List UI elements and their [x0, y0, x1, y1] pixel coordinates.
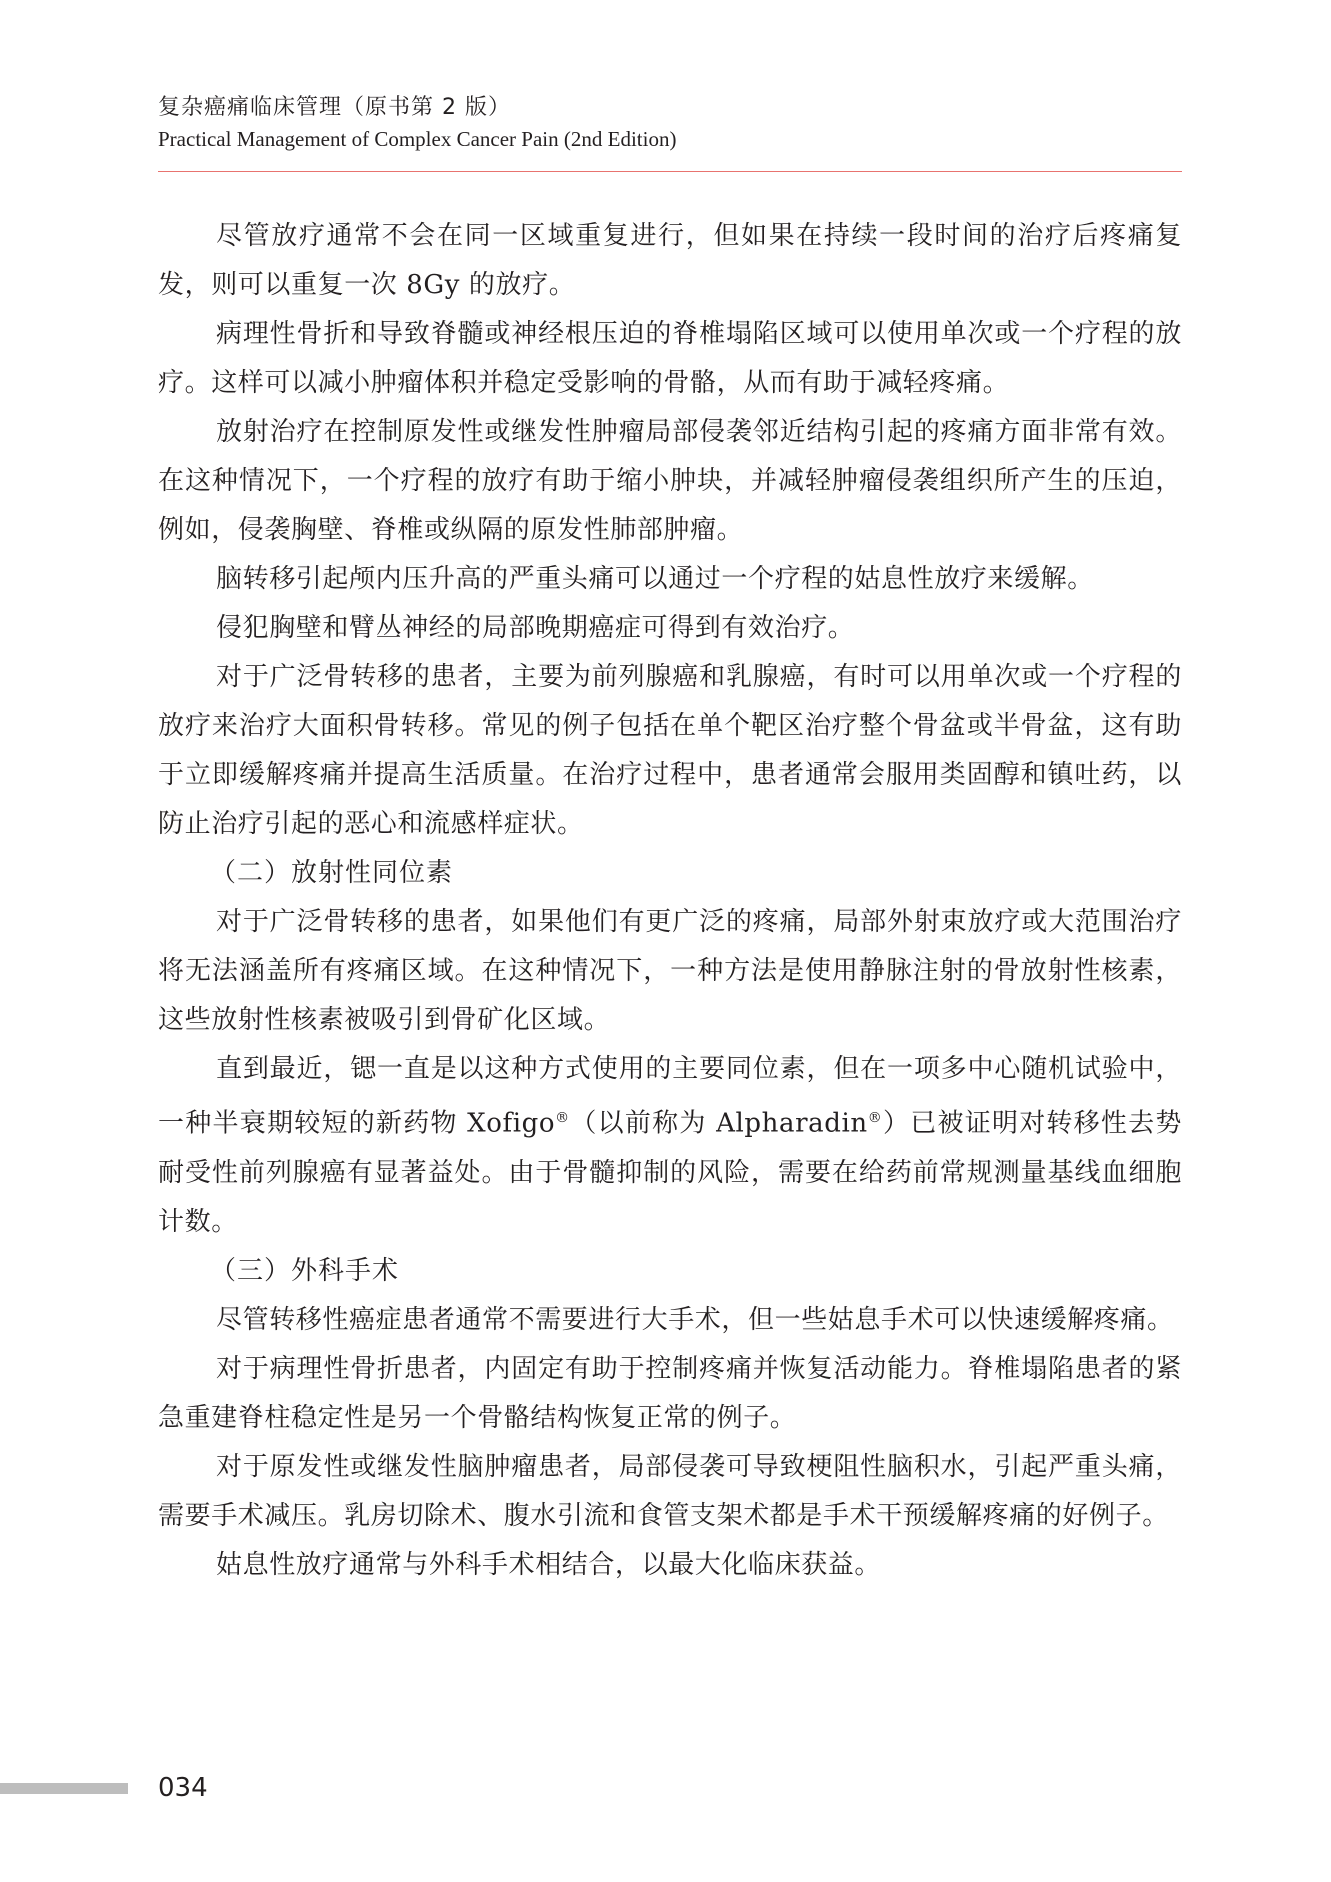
- paragraph: 放射治疗在控制原发性或继发性肿瘤局部侵袭邻近结构引起的疼痛方面非常有效。在这种情况下，一个疗程的放疗有助于缩小肿块，并减轻肿瘤侵袭组织所产生的压迫，例如，侵袭胸壁、脊椎或纵隔的原发性肺部肿瘤。: [158, 417, 1182, 545]
- header-divider: [158, 171, 1182, 172]
- section-heading-surgery: （三）外科手术: [210, 1255, 400, 1286]
- text-run: ）已被证明对转移性去势耐受性前列腺癌有显著益处。由于骨髓抑制的风险，需要在给药前常规测量基线血细胞计数。: [158, 1108, 1182, 1237]
- running-header: [158, 92, 1182, 154]
- page-number: 034: [158, 1773, 208, 1803]
- section-heading-radioisotopes: （二）放射性同位素: [210, 858, 454, 888]
- body-text: [158, 212, 1182, 1590]
- paragraph: 对于广泛骨转移的患者，主要为前列腺癌和乳腺癌，有时可以用单次或一个疗程的放疗来治疗大面积骨转移。常见的例子包括在单个靶区治疗整个骨盆或半骨盆，这有助于立即缓解疼痛并提高生活质量。在治疗过程中，患者通常会服用类固醇和镇吐药，以防止治疗引起的恶心和流感样症状。: [158, 662, 1182, 839]
- footer-accent-bar: [0, 1783, 128, 1794]
- paragraph: 姑息性放疗通常与外科手术相结合，以最大化临床获益。: [216, 1549, 882, 1580]
- paragraph: 尽管放疗通常不会在同一区域重复进行，但如果在持续一段时间的治疗后疼痛复发，则可以重复一次 8Gy 的放疗。: [158, 221, 1182, 300]
- paragraph: 尽管转移性癌症患者通常不需要进行大手术，但一些姑息手术可以快速缓解疼痛。: [216, 1304, 1174, 1335]
- text-run: （以前称为 Alpharadin: [569, 1108, 868, 1139]
- text-run: 直到最近，锶一直是以这种方式使用的主要同位素，但在一项多中心随机试验中，一种半衰期较短的新药物 Xofigo: [158, 1054, 1182, 1139]
- paragraph: 对于广泛骨转移的患者，如果他们有更广泛的疼痛，局部外射束放疗或大范围治疗将无法涵盖所有疼痛区域。在这种情况下，一种方法是使用静脉注射的骨放射性核素，这些放射性核素被吸引到骨矿化区域。: [158, 907, 1182, 1035]
- registered-mark: ®: [867, 1110, 883, 1126]
- paragraph: 对于原发性或继发性脑肿瘤患者，局部侵袭可导致梗阻性脑积水，引起严重头痛，需要手术减压。乳房切除术、腹水引流和食管支架术都是手术干预缓解疼痛的好例子。: [158, 1451, 1182, 1531]
- paragraph: 侵犯胸壁和臂丛神经的局部晚期癌症可得到有效治疗。: [216, 613, 855, 643]
- header-title-chinese: 复杂癌痛临床管理（原书第 2 版）: [158, 95, 511, 120]
- registered-mark: ®: [555, 1110, 570, 1126]
- header-title-english: Practical Management of Complex Cancer Pain (2nd Edition): [158, 127, 677, 151]
- paragraph: 脑转移引起颅内压升高的严重头痛可以通过一个疗程的姑息性放疗来缓解。: [216, 564, 1094, 594]
- paragraph: 病理性骨折和导致脊髓或神经根压迫的脊椎塌陷区域可以使用单次或一个疗程的放疗。这样可以减小肿瘤体积并稳定受影响的骨骼，从而有助于减轻疼痛。: [158, 319, 1182, 398]
- paragraph: [158, 1045, 1182, 1247]
- paragraph: 对于病理性骨折患者，内固定有助于控制疼痛并恢复活动能力。脊椎塌陷患者的紧急重建脊柱稳定性是另一个骨骼结构恢复正常的例子。: [158, 1353, 1182, 1433]
